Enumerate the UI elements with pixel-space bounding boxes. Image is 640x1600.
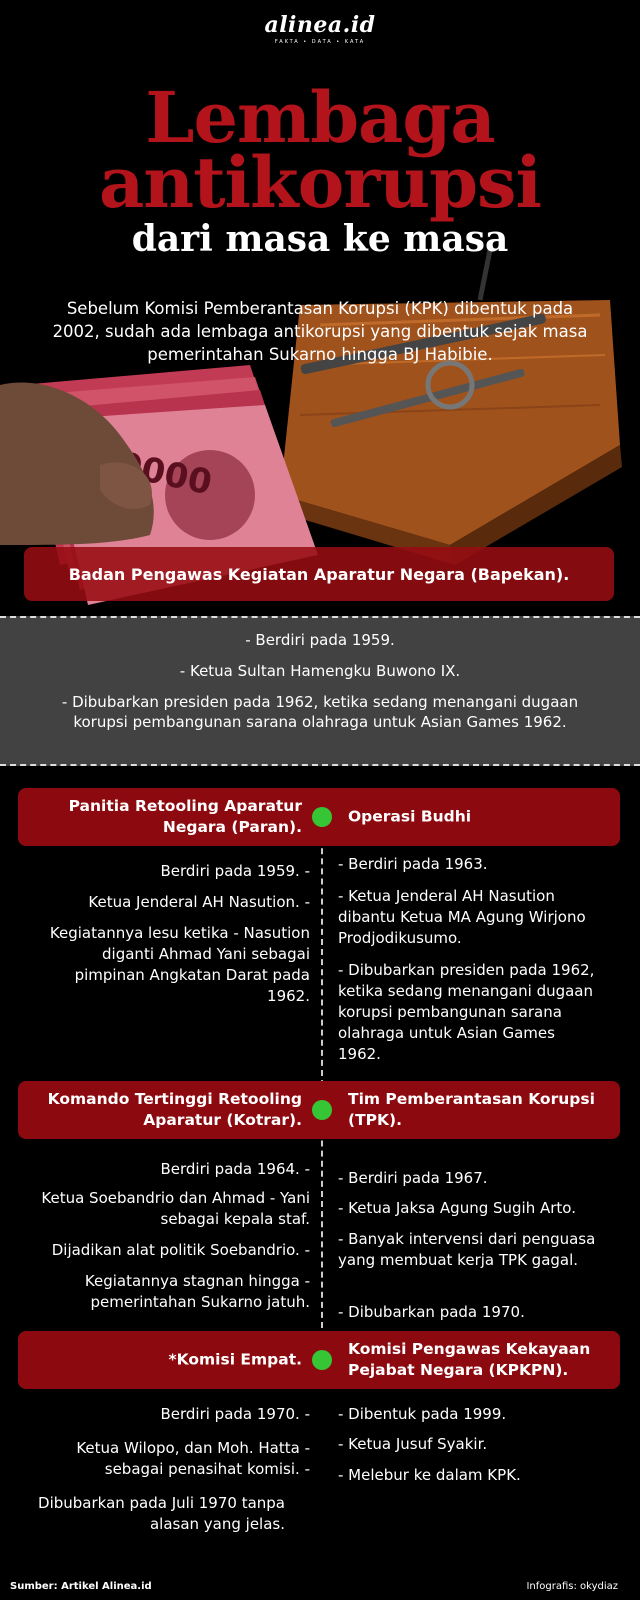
timeline-dot-icon bbox=[312, 807, 332, 827]
bapekan-item: - Ketua Sultan Hamengku Buwono IX. bbox=[179, 662, 461, 680]
intro-text: Sebelum Komisi Pemberantasan Korupsi (KPK) dibentuk pada 2002, sudah ada lembaga antikorupsi yang dibentuk sejak masa pemerintahan Sukarno hingga BJ Habibie. bbox=[52, 299, 588, 364]
timeline-left-title: Komando Tertinggi Retooling Aparatur (Kotrar). bbox=[47, 1090, 302, 1129]
logo-name: alinea.id bbox=[264, 12, 376, 38]
footer-credit: Infografis: okydiaz bbox=[526, 1581, 618, 1592]
bapekan-title: Badan Pengawas Kegiatan Aparatur Negara (Bapekan). bbox=[24, 547, 614, 601]
timeline-left-item: Dijadikan alat politik Soebandrio. - bbox=[51, 1241, 310, 1259]
timeline-right-item: - Berdiri pada 1963. bbox=[338, 855, 488, 873]
timeline-left-item: Dibubarkan pada Juli 1970 tanpa alasan yang jelas. bbox=[38, 1494, 285, 1533]
timeline-right-item: - Banyak intervensi dari penguasa yang membuat kerja TPK gagal. bbox=[338, 1230, 596, 1269]
logo-tagline: FAKTA • DATA • KATA bbox=[274, 39, 366, 45]
timeline-right-item: - Ketua Jenderal AH Nasution dibantu Ketua MA Agung Wirjono Prodjodikusumo. bbox=[338, 887, 586, 947]
timeline-right-title: Operasi Budhi bbox=[348, 807, 472, 826]
timeline-left-item: Berdiri pada 1959. - bbox=[160, 862, 310, 880]
timeline-right-item: - Dibentuk pada 1999. bbox=[338, 1405, 507, 1423]
timeline-right-title: Tim Pemberantasan Korupsi (TPK). bbox=[348, 1090, 595, 1129]
divider-top bbox=[0, 616, 640, 618]
alinea-logo bbox=[0, 12, 640, 45]
timeline-right-title: Komisi Pengawas Kekayaan Pejabat Negara (KPKPN). bbox=[348, 1340, 591, 1379]
bapekan-item: - Dibubarkan presiden pada 1962, ketika sedang menangani dugaan korupsi pembangunan sarana olahraga untuk Asian Games 1962. bbox=[61, 693, 579, 731]
timeline-right-item: - Ketua Jusuf Syakir. bbox=[338, 1435, 488, 1453]
timeline-left-item: Ketua Wilopo, dan Moh. Hatta - sebagai penasihat komisi. - bbox=[76, 1439, 310, 1478]
timeline-left-item: Kegiatannya stagnan hingga - pemerintahan Sukarno jatuh. bbox=[84, 1272, 310, 1311]
timeline-dot-icon bbox=[312, 1350, 332, 1370]
title-line-1: Lembaga bbox=[145, 76, 495, 159]
title-line-2: antikorupsi bbox=[98, 141, 542, 224]
timeline-left-item: Berdiri pada 1970. - bbox=[160, 1405, 310, 1423]
timeline-left-title: *Komisi Empat. bbox=[168, 1350, 302, 1369]
title-line-3: dari masa ke masa bbox=[131, 218, 509, 260]
timeline-right-item: - Dibubarkan pada 1970. bbox=[338, 1303, 525, 1321]
timeline-right-item: - Dibubarkan presiden pada 1962, ketika sedang menangani dugaan korupsi pembangunan sarana olahraga untuk Asian Games 1962. bbox=[338, 961, 595, 1063]
timeline-left-title: Panitia Retooling Aparatur Negara (Paran). bbox=[68, 797, 302, 836]
timeline-dot-icon bbox=[312, 1100, 332, 1120]
timeline-line bbox=[321, 818, 323, 1328]
timeline-right-item: - Melebur ke dalam KPK. bbox=[338, 1466, 521, 1484]
timeline-left-item: Ketua Soebandrio dan Ahmad - Yani sebagai kepala staf. bbox=[41, 1189, 310, 1228]
footer-source: Sumber: Artikel Alinea.id bbox=[10, 1581, 152, 1592]
timeline-left-item: Berdiri pada 1964. - bbox=[160, 1160, 310, 1178]
bapekan-item: - Berdiri pada 1959. bbox=[245, 631, 395, 649]
divider-bottom bbox=[0, 764, 640, 766]
timeline-right-item: - Berdiri pada 1967. bbox=[338, 1169, 488, 1187]
timeline-left-item: Ketua Jenderal AH Nasution. - bbox=[88, 893, 310, 911]
timeline-left-item: Kegiatannya lesu ketika - Nasution diganti Ahmad Yani sebagai pimpinan Angkatan Darat pada 1962. bbox=[49, 924, 310, 1005]
timeline-right-item: - Ketua Jaksa Agung Sugih Arto. bbox=[338, 1199, 576, 1217]
